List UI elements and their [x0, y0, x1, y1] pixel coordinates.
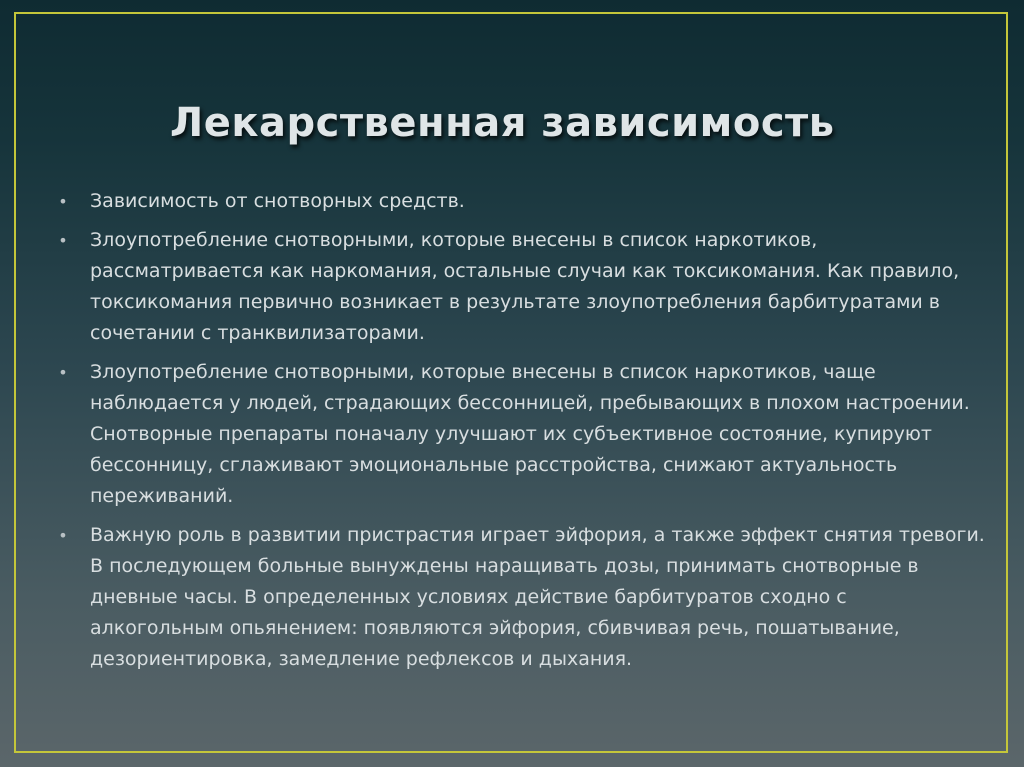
bullet-item [56, 186, 986, 217]
bullet-text: Зависимость от снотворных средств. [90, 190, 465, 212]
bullet-marker: • [58, 363, 68, 382]
bullet-marker: • [58, 192, 68, 211]
bullet-marker: • [58, 526, 68, 545]
bullet-marker: • [58, 231, 68, 250]
bullet-item [56, 357, 986, 512]
slide-title: Лекарственная зависимость [170, 100, 835, 146]
bullet-text: Важную роль в развитии пристрастия играет эйфория, а также эффект снятия тревоги. В последующем больные вынуждены наращивать дозы, принимать снотворные в дневные часы. В определенных условиях действие барбитуратов сходно с алкогольным опьянением: появляются эйфория, сбивчивая речь, пошатывание, дезориентировка, замедление рефлексов и дыхания. [90, 524, 985, 670]
bullet-list [56, 186, 986, 683]
bullet-item [56, 520, 986, 675]
bullet-text: Злоупотребление снотворными, которые внесены в список наркотиков, чаще наблюдается у людей, страдающих бессонницей, пребывающих в плохом настроении. Снотворные препараты поначалу улучшают их субъективное состояние, купируют бессонницу, сглаживают эмоциональные расстройства, снижают актуальность переживаний. [90, 361, 970, 507]
bullet-item [56, 225, 986, 349]
bullet-text: Злоупотребление снотворными, которые внесены в список наркотиков, рассматривается как наркомания, остальные случаи как токсикомания. Как правило, токсикомания первично возникает в результате злоупотребления барбитуратами в сочетании с транквилизаторами. [90, 229, 960, 344]
